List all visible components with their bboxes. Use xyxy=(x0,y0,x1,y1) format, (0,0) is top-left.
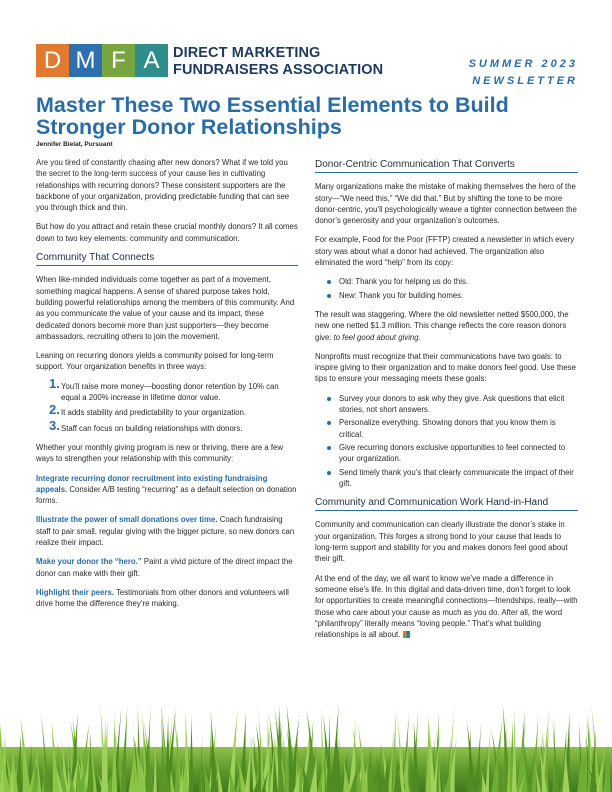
section-heading-hand-in-hand: Community and Communication Work Hand-in-Hand xyxy=(315,497,578,511)
tip-heading: Highlight their peers. xyxy=(36,587,114,597)
section-heading-community: Community That Connects xyxy=(36,252,298,266)
list-number: 3. xyxy=(49,417,60,433)
closing-text: At the end of the day, we all want to know we’ve made a difference in someone else’s life. In this digital and data-driven time, don’t forget to look for opportunities to create meaningful connections—friendships, really—with those who care about your cause as much as you do. After all, the word “philanthropy” literally means “loving people.” That’s what building relationships is all about. xyxy=(315,573,578,640)
tip-body: Consider A/B testing “recurring” as a default selection on donation forms. xyxy=(36,484,297,506)
intro-paragraph-2: But how do you attract and retain these crucial monthly donors? It all comes down to two key elements: community and communication. xyxy=(36,222,298,243)
tip-paragraph xyxy=(36,514,298,548)
dmfa-logo xyxy=(36,44,168,77)
end-mark-icon xyxy=(403,631,410,638)
right-column xyxy=(315,157,578,648)
section-heading-communication: Donor-Centric Communication That Converts xyxy=(315,159,578,173)
copy-examples-list xyxy=(315,276,578,301)
grass-illustration xyxy=(0,692,612,792)
tip-heading: Make your donor the “hero.” xyxy=(36,557,142,567)
list-item-text: Staff can focus on building relationships with donors. xyxy=(61,423,243,433)
logo-letter-f: F xyxy=(102,44,135,77)
communication-paragraph: Many organizations make the mistake of making themselves the hero of the story—“We need this,” “We did that.” But by shifting the tone to be more donor-centric, you’ll psychologically weave a tighter connection between the donor’s generosity and your organization’s outcomes. xyxy=(315,182,577,226)
tip-paragraph xyxy=(36,473,298,507)
list-number: 2. xyxy=(49,402,60,418)
tip-paragraph xyxy=(36,587,298,610)
goals-paragraph: Nonprofits must recognize that their communications have two goals: to inspire giving to their organization and to make donors feel good. Use these tips to ensure your messaging meets these goals: xyxy=(315,351,576,384)
example-paragraph: For example, Food for the Poor (FFTP) created a newsletter in which every story was about what a donor had achieved. The organization also eliminated the word “help” from its copy: xyxy=(315,235,575,268)
tip-heading: Integrate recurring donor recruitment into existing fundraising appeals. xyxy=(36,473,268,494)
title-line2: Stronger Donor Relationships xyxy=(36,115,342,139)
org-name xyxy=(173,45,383,79)
logo-letter-m: M xyxy=(69,44,102,77)
logo-letter-d: D xyxy=(36,44,69,77)
list-item: Give recurring donors exclusive opportunities to feel connected to your organization. xyxy=(315,442,578,465)
left-column xyxy=(36,157,298,618)
issue-type: NEWSLETTER xyxy=(472,75,578,87)
list-item: Personalize everything. Showing donors that you know them is critical. xyxy=(315,417,578,440)
list-item xyxy=(36,375,298,404)
list-item-text: It adds stability and predictability to your organization. xyxy=(61,408,247,418)
org-name-line1: DIRECT MARKETING xyxy=(173,45,321,61)
issue-season: SUMMER 2023 xyxy=(468,58,578,70)
tip-body: Paint a vivid picture of the direct impact the donor can make with their gift. xyxy=(36,557,293,578)
tip-heading: Illustrate the power of small donations over time. xyxy=(36,515,218,525)
tip-body: Coach fundraising staff to pair small, regular giving with the bigger picture, so new donors can realize their impact. xyxy=(36,515,295,548)
result-paragraph xyxy=(315,309,578,343)
org-name-line2: FUNDRAISERS ASSOCIATION xyxy=(173,62,384,78)
list-item: Old: Thank you for helping us do this. xyxy=(315,276,578,287)
list-item xyxy=(36,417,298,434)
list-item xyxy=(36,402,298,418)
benefits-intro: Leaning on recurring donors yields a community poised for long-term support. Your organization benefits in three ways: xyxy=(36,351,274,372)
result-emphasis: to feel good about giving. xyxy=(333,332,421,342)
list-item: New: Thank you for building homes. xyxy=(315,290,578,301)
masthead xyxy=(36,44,582,87)
byline: Jennifer Bielat, Pursuant xyxy=(36,141,113,148)
tip-paragraph xyxy=(36,556,298,579)
tips-intro: Whether your monthly giving program is new or thriving, there are a few ways to strengthen your relationship with this community: xyxy=(36,442,284,464)
list-item: Send timely thank you’s that clearly communicate the impact of their gift. xyxy=(315,467,578,490)
issue-label xyxy=(469,56,578,90)
article-title xyxy=(36,94,582,138)
logo-letter-a: A xyxy=(135,44,168,77)
title-line1: Master These Two Essential Elements to Build xyxy=(36,93,509,117)
closing-paragraph xyxy=(315,573,578,641)
conclusion-paragraph: Community and communication can clearly illustrate the donor’s stake in your organization. This forges a strong bond to your cause that leads to long-term support and stability for you and makes donors feel good about their gift. xyxy=(315,520,568,564)
list-item: Survey your donors to ask why they give. Ask questions that elicit stories, not short answers. xyxy=(315,393,578,416)
result-text: The result was staggering. Where the old newsletter netted $500,000, the new one netted $1.3 million. This change reflects the core reason donors give: xyxy=(315,309,569,342)
intro-paragraph: Are you tired of constantly chasing after new donors? What if we told you the secret to the long-term success of your cause lies in cultivating relationships with recurring donors? These consistent supporters are the backbone of your organization, providing predictable funding that can see you through thick and thin. xyxy=(36,158,290,213)
community-paragraph: When like-minded individuals come together as part of a movement, something magical happens. A sense of shared purpose takes hold, building powerful relationships among the members of this community. And as you communicate the value of your cause and its impact, these dedicated donors become more than just supporters—they become ambassadors, recruiting others to join the movement. xyxy=(36,275,295,341)
list-number: 1. xyxy=(49,375,60,391)
messaging-tips-list xyxy=(315,393,578,489)
list-item-text: You’ll raise more money—boosting donor retention by 10% can equal a 200% increase in lifetime donor value. xyxy=(61,381,279,403)
tip-body: Testimonials from other donors and volunteers will drive home the difference they’re making. xyxy=(36,587,289,609)
benefits-list xyxy=(36,375,298,434)
